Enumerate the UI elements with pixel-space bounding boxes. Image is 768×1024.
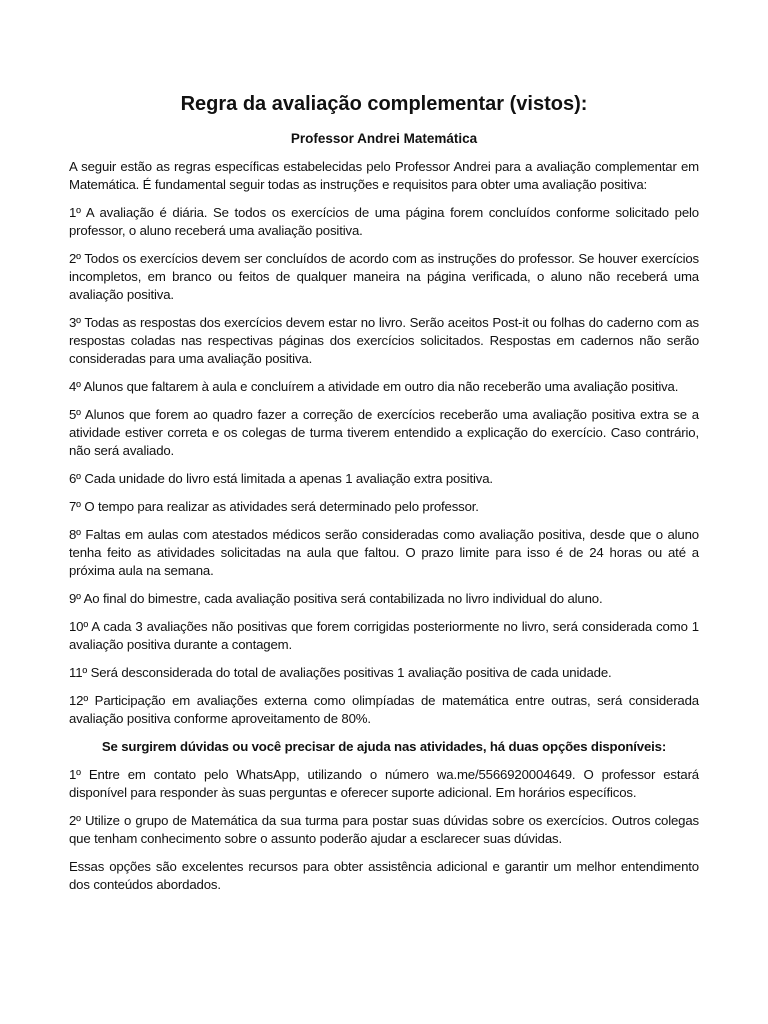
rule-10: 10º A cada 3 avaliações não positivas que forem corrigidas posteriormente no livro, será considerada como 1 avaliação positiva durante a contagem. — [69, 619, 699, 652]
help-option-1: 1º Entre em contato pelo WhatsApp, utilizando o número wa.me/5566920004649. O professor estará disponível para responder às suas perguntas e oferecer suporte adicional. Em horários específicos. — [69, 767, 699, 800]
rule-1: 1º A avaliação é diária. Se todos os exercícios de uma página forem concluídos conforme solicitado pelo professor, o aluno receberá uma avaliação positiva. — [69, 205, 699, 238]
rule-12: 12º Participação em avaliações externa como olimpíadas de matemática entre outras, será considerada avaliação positiva conforme aproveitamento de 80%. — [69, 693, 699, 726]
rule-8: 8º Faltas em aulas com atestados médicos serão consideradas como avaliação positiva, desde que o aluno tenha feito as atividades solicitadas na aula que faltou. O prazo limite para isso é de 24 horas ou até a próxima aula na semana. — [69, 527, 699, 578]
rule-5: 5º Alunos que forem ao quadro fazer a correção de exercícios receberão uma avaliação positiva extra se a atividade estiver correta e os colegas de turma tiverem entendido a explicação do exercício. Caso contrário, não será avaliado. — [69, 407, 699, 458]
rule-2: 2º Todos os exercícios devem ser concluídos de acordo com as instruções do professor. Se houver exercícios incompletos, em branco ou feitos de qualquer maneira na página verificada, o aluno não receberá uma avaliação positiva. — [69, 251, 699, 302]
rule-6: 6º Cada unidade do livro está limitada a apenas 1 avaliação extra positiva. — [69, 471, 493, 486]
help-heading: Se surgirem dúvidas ou você precisar de ajuda nas atividades, há duas opções disponíveis: — [101, 739, 667, 754]
intro-paragraph: A seguir estão as regras específicas estabelecidas pelo Professor Andrei para a avaliação complementar em Matemática. É fundamental seguir todas as instruções e requisitos para obter uma avaliação positiva: — [69, 159, 699, 192]
closing-paragraph: Essas opções são excelentes recursos para obter assistência adicional e garantir um melhor entendimento dos conteúdos abordados. — [69, 859, 699, 892]
document-subtitle: Professor Andrei Matemática — [290, 131, 478, 146]
rule-9: 9º Ao final do bimestre, cada avaliação positiva será contabilizada no livro individual do aluno. — [69, 591, 603, 606]
help-option-2: 2º Utilize o grupo de Matemática da sua turma para postar suas dúvidas sobre os exercícios. Outros colegas que tenham conhecimento sobre o assunto poderão ajudar a esclarecer suas dúvidas. — [69, 813, 699, 846]
rule-7: 7º O tempo para realizar as atividades será determinado pelo professor. — [69, 499, 479, 514]
rule-3: 3º Todas as respostas dos exercícios devem estar no livro. Serão aceitos Post-it ou folhas do caderno com as respostas coladas nas respectivas páginas dos exercícios solicitados. Respostas em cadernos não serão consideradas para uma avaliação positiva. — [69, 315, 699, 366]
rule-4: 4º Alunos que faltarem à aula e concluírem a atividade em outro dia não receberão uma avaliação positiva. — [69, 379, 679, 394]
rule-11: 11º Será desconsiderada do total de avaliações positivas 1 avaliação positiva de cada unidade. — [69, 665, 612, 680]
document-title: Regra da avaliação complementar (vistos): — [180, 93, 588, 115]
